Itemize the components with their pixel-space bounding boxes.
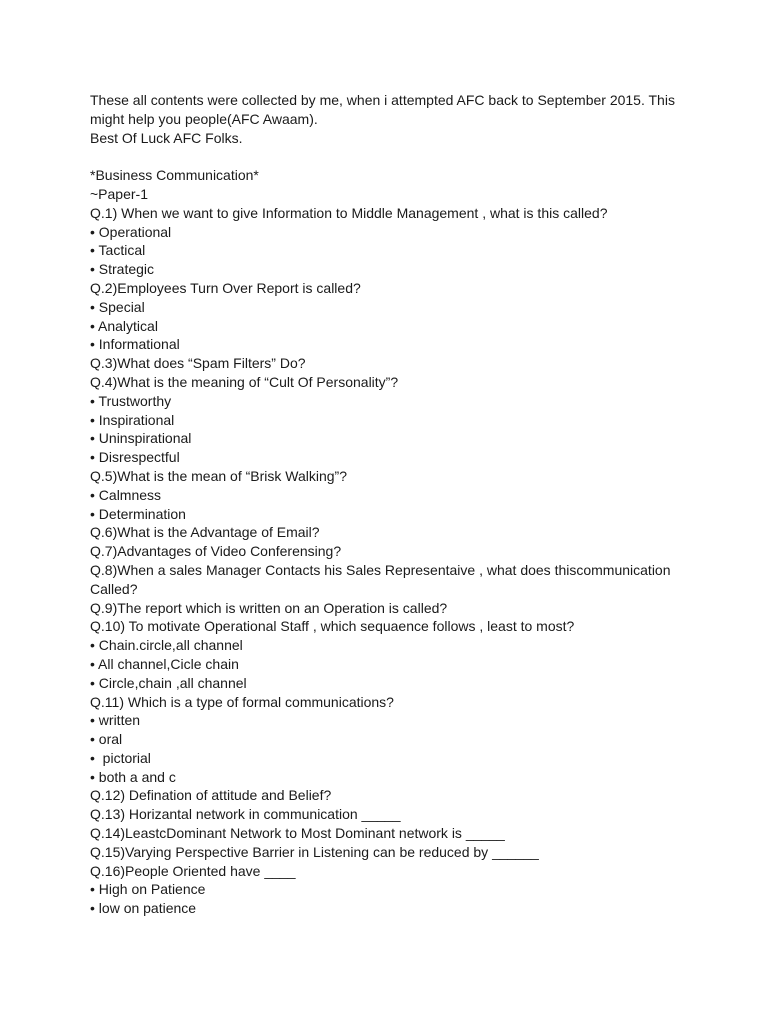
question-text: Q.7)Advantages of Video Conferensing? [90, 543, 342, 560]
answer-option: • Tactical [90, 242, 146, 259]
answer-option: • Determination [90, 505, 186, 522]
document-body [90, 91, 690, 918]
blank-line [90, 147, 690, 166]
answer-option: • low on patience [90, 900, 197, 917]
answer-option: • Inspirational [90, 411, 175, 428]
question-list [90, 204, 690, 918]
question-text: Q.11) Which is a type of formal communications? [90, 693, 394, 710]
answer-option: • pictorial [90, 749, 151, 766]
section-title: *Business Communication* [90, 167, 259, 184]
answer-option: • written [90, 712, 141, 729]
intro-paragraph: These all contents were collected by me, when i attempted AFC back to September 2015. This might help you people(AFC Awaam). [90, 92, 679, 127]
answer-option: • both a and c [90, 768, 176, 785]
paper-label: ~Paper-1 [90, 185, 148, 202]
question-text: Q.4)What is the meaning of “Cult Of Personality”? [90, 373, 399, 390]
answer-option: • Special [90, 298, 145, 315]
question-text: Q.12) Defination of attitude and Belief? [90, 787, 332, 804]
answer-option: • Circle,chain ,all channel [90, 674, 247, 691]
answer-option: • Uninspirational [90, 430, 192, 447]
question-text: Q.5)What is the mean of “Brisk Walking”? [90, 467, 348, 484]
question-text: Q.9)The report which is written on an Operation is called? [90, 599, 448, 616]
question-text: Q.8)When a sales Manager Contacts his Sales Representaive , what does thiscommunication Called? [90, 561, 675, 597]
answer-option: • Strategic [90, 261, 155, 278]
answer-option: • Disrespectful [90, 449, 180, 466]
answer-option: • Informational [90, 336, 180, 353]
answer-option: • Chain.circle,all channel [90, 637, 243, 654]
question-text: Q.6)What is the Advantage of Email? [90, 524, 320, 541]
question-text: Q.15)Varying Perspective Barrier in Listening can be reduced by ______ [90, 843, 539, 860]
question-text: Q.3)What does “Spam Filters” Do? [90, 355, 306, 372]
answer-option: • Analytical [90, 317, 158, 334]
intro-closing: Best Of Luck AFC Folks. [90, 129, 243, 146]
question-text: Q.16)People Oriented have ____ [90, 862, 296, 879]
answer-option: • Operational [90, 223, 172, 240]
question-text: Q.13) Horizantal network in communication _____ [90, 806, 401, 823]
answer-option: • oral [90, 731, 123, 748]
answer-option: • Trustworthy [90, 392, 172, 409]
answer-option: • All channel,Cicle chain [90, 655, 239, 672]
question-text: Q.14)LeastcDominant Network to Most Dominant network is _____ [90, 825, 505, 842]
answer-option: • High on Patience [90, 881, 206, 898]
question-text: Q.10) To motivate Operational Staff , which sequaence follows , least to most? [90, 618, 575, 635]
answer-option: • Calmness [90, 486, 162, 503]
question-text: Q.2)Employees Turn Over Report is called? [90, 279, 361, 296]
question-text: Q.1) When we want to give Information to Middle Management , what is this called? [90, 204, 608, 221]
